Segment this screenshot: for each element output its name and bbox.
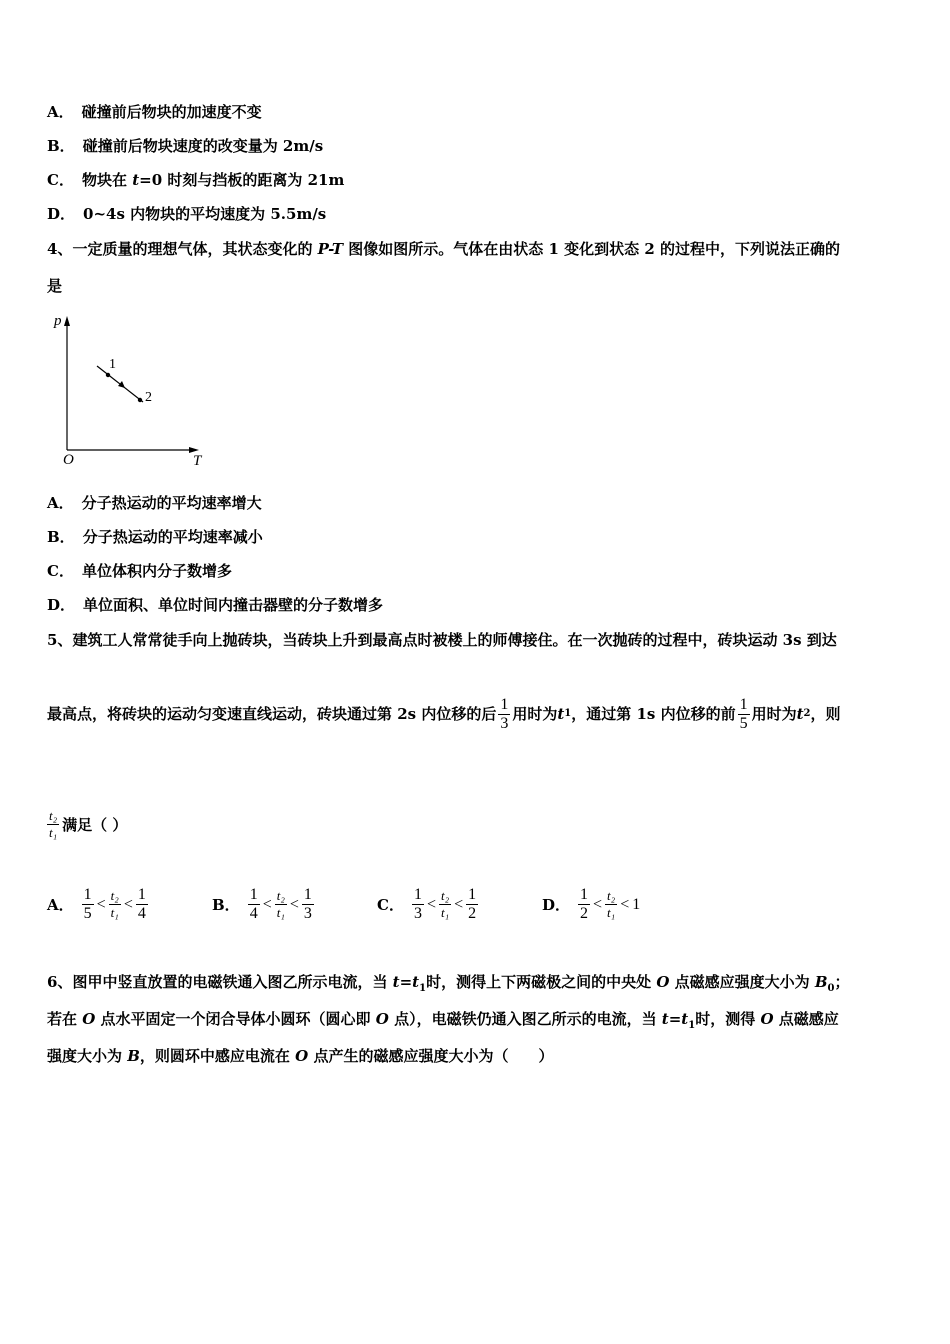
ratio-t2-t1: $\frac{\text{t₂}}{\text{t₁}}$ [49, 808, 58, 840]
q5-option-b: B． $\frac{1}{4}$ < $\frac{\text{t₂}}{\text{t₁}}$ < $\frac{1}{3}$ [212, 886, 312, 922]
q3-option-c: C． 物块在 t=0 时刻与挡板的距离为 21m [47, 171, 345, 189]
y-axis-label: p [54, 313, 62, 329]
q5-option-c: C． $\frac{1}{3}$ < $\frac{\text{t₂}}{\text{t₁}}$ < $\frac{1}{2}$ [377, 886, 477, 922]
q4-stem-line2: 是 [47, 277, 63, 295]
q5-option-a: A． $\frac{1}{5}$ < $\frac{\text{t₂}}{\text{t₁}}$ < $\frac{1}{4}$ [47, 886, 146, 922]
q6-stem-line2: 若在 O 点水平固定一个闭合导体小圆环（圆心即 O 点），电磁铁仍通入图乙所示的电流，当 $t=t_1$时，测得 O 点磁感应 [47, 1010, 839, 1031]
direction-arrow [118, 381, 125, 388]
q6-stem-line1: 6、图甲中竖直放置的电磁铁通入图乙所示电流，当 $t=t_1$时，测得上下两磁极之间的中央处 O 点磁感应强度大小为 $B_0$； [47, 973, 850, 994]
q3-option-a: A． 碰撞前后物块的加速度不变 [47, 103, 262, 121]
q4-option-d: D． 单位面积、单位时间内撞击器壁的分子数增多 [47, 596, 384, 614]
q5-stem-line3: $\frac{\text{t₂}}{\text{t₁}}$ 满足（ ） [49, 808, 128, 840]
q3-option-b: B． 碰撞前后物块速度的改变量为 2m/s [47, 137, 324, 155]
fraction-one-fifth: $\frac{1}{5}$ [739, 695, 748, 732]
q3-option-d: D． 0~4s 内物块的平均速度为 5.5m/s [47, 205, 327, 223]
state-2-point [138, 398, 142, 402]
fraction-one-third: $\frac{1}{3}$ [500, 695, 509, 732]
q4-option-c: C． 单位体积内分子数增多 [47, 562, 232, 580]
q4-stem-line1: 4、一定质量的理想气体，其状态变化的 P-T 图像如图所示。气体在由状态 1 变化到状态 2 的过程中，下列说法正确的 [47, 240, 841, 258]
q4-pt-graph [45, 310, 215, 475]
q5-option-d: D． $\frac{1}{2}$ < $\frac{\text{t₂}}{\text{t₁}}$ < 1 [542, 886, 641, 922]
state-1-point [106, 373, 110, 377]
x-axis-label: T [193, 453, 202, 469]
q5-stem-line1: 5、建筑工人常常徒手向上抛砖块，当砖块上升到最高点时被楼上的师傅接住。在一次抛砖的过程中，砖块运动 3s 到达 [47, 631, 837, 649]
point-1-label: 1 [109, 357, 116, 372]
q5-stem-line2: 最高点，将砖块的运动匀变速直线运动，砖块通过第 2s 内位移的后 $\frac{1}{3}$ 用时为 t 1 ，通过第 1s 内位移的前 $\frac{1}{5}$ 用时为 t 2 ，则 [47, 695, 841, 732]
y-axis-arrow [64, 316, 70, 326]
origin-label: O [63, 452, 74, 468]
q4-option-a: A． 分子热运动的平均速率增大 [47, 494, 262, 512]
q4-option-b: B． 分子热运动的平均速率减小 [47, 528, 263, 546]
point-2-label: 2 [145, 390, 152, 405]
q6-stem-line3: 强度大小为 B，则圆环中感应电流在 O 点产生的磁感应强度大小为（ ） [47, 1047, 554, 1065]
